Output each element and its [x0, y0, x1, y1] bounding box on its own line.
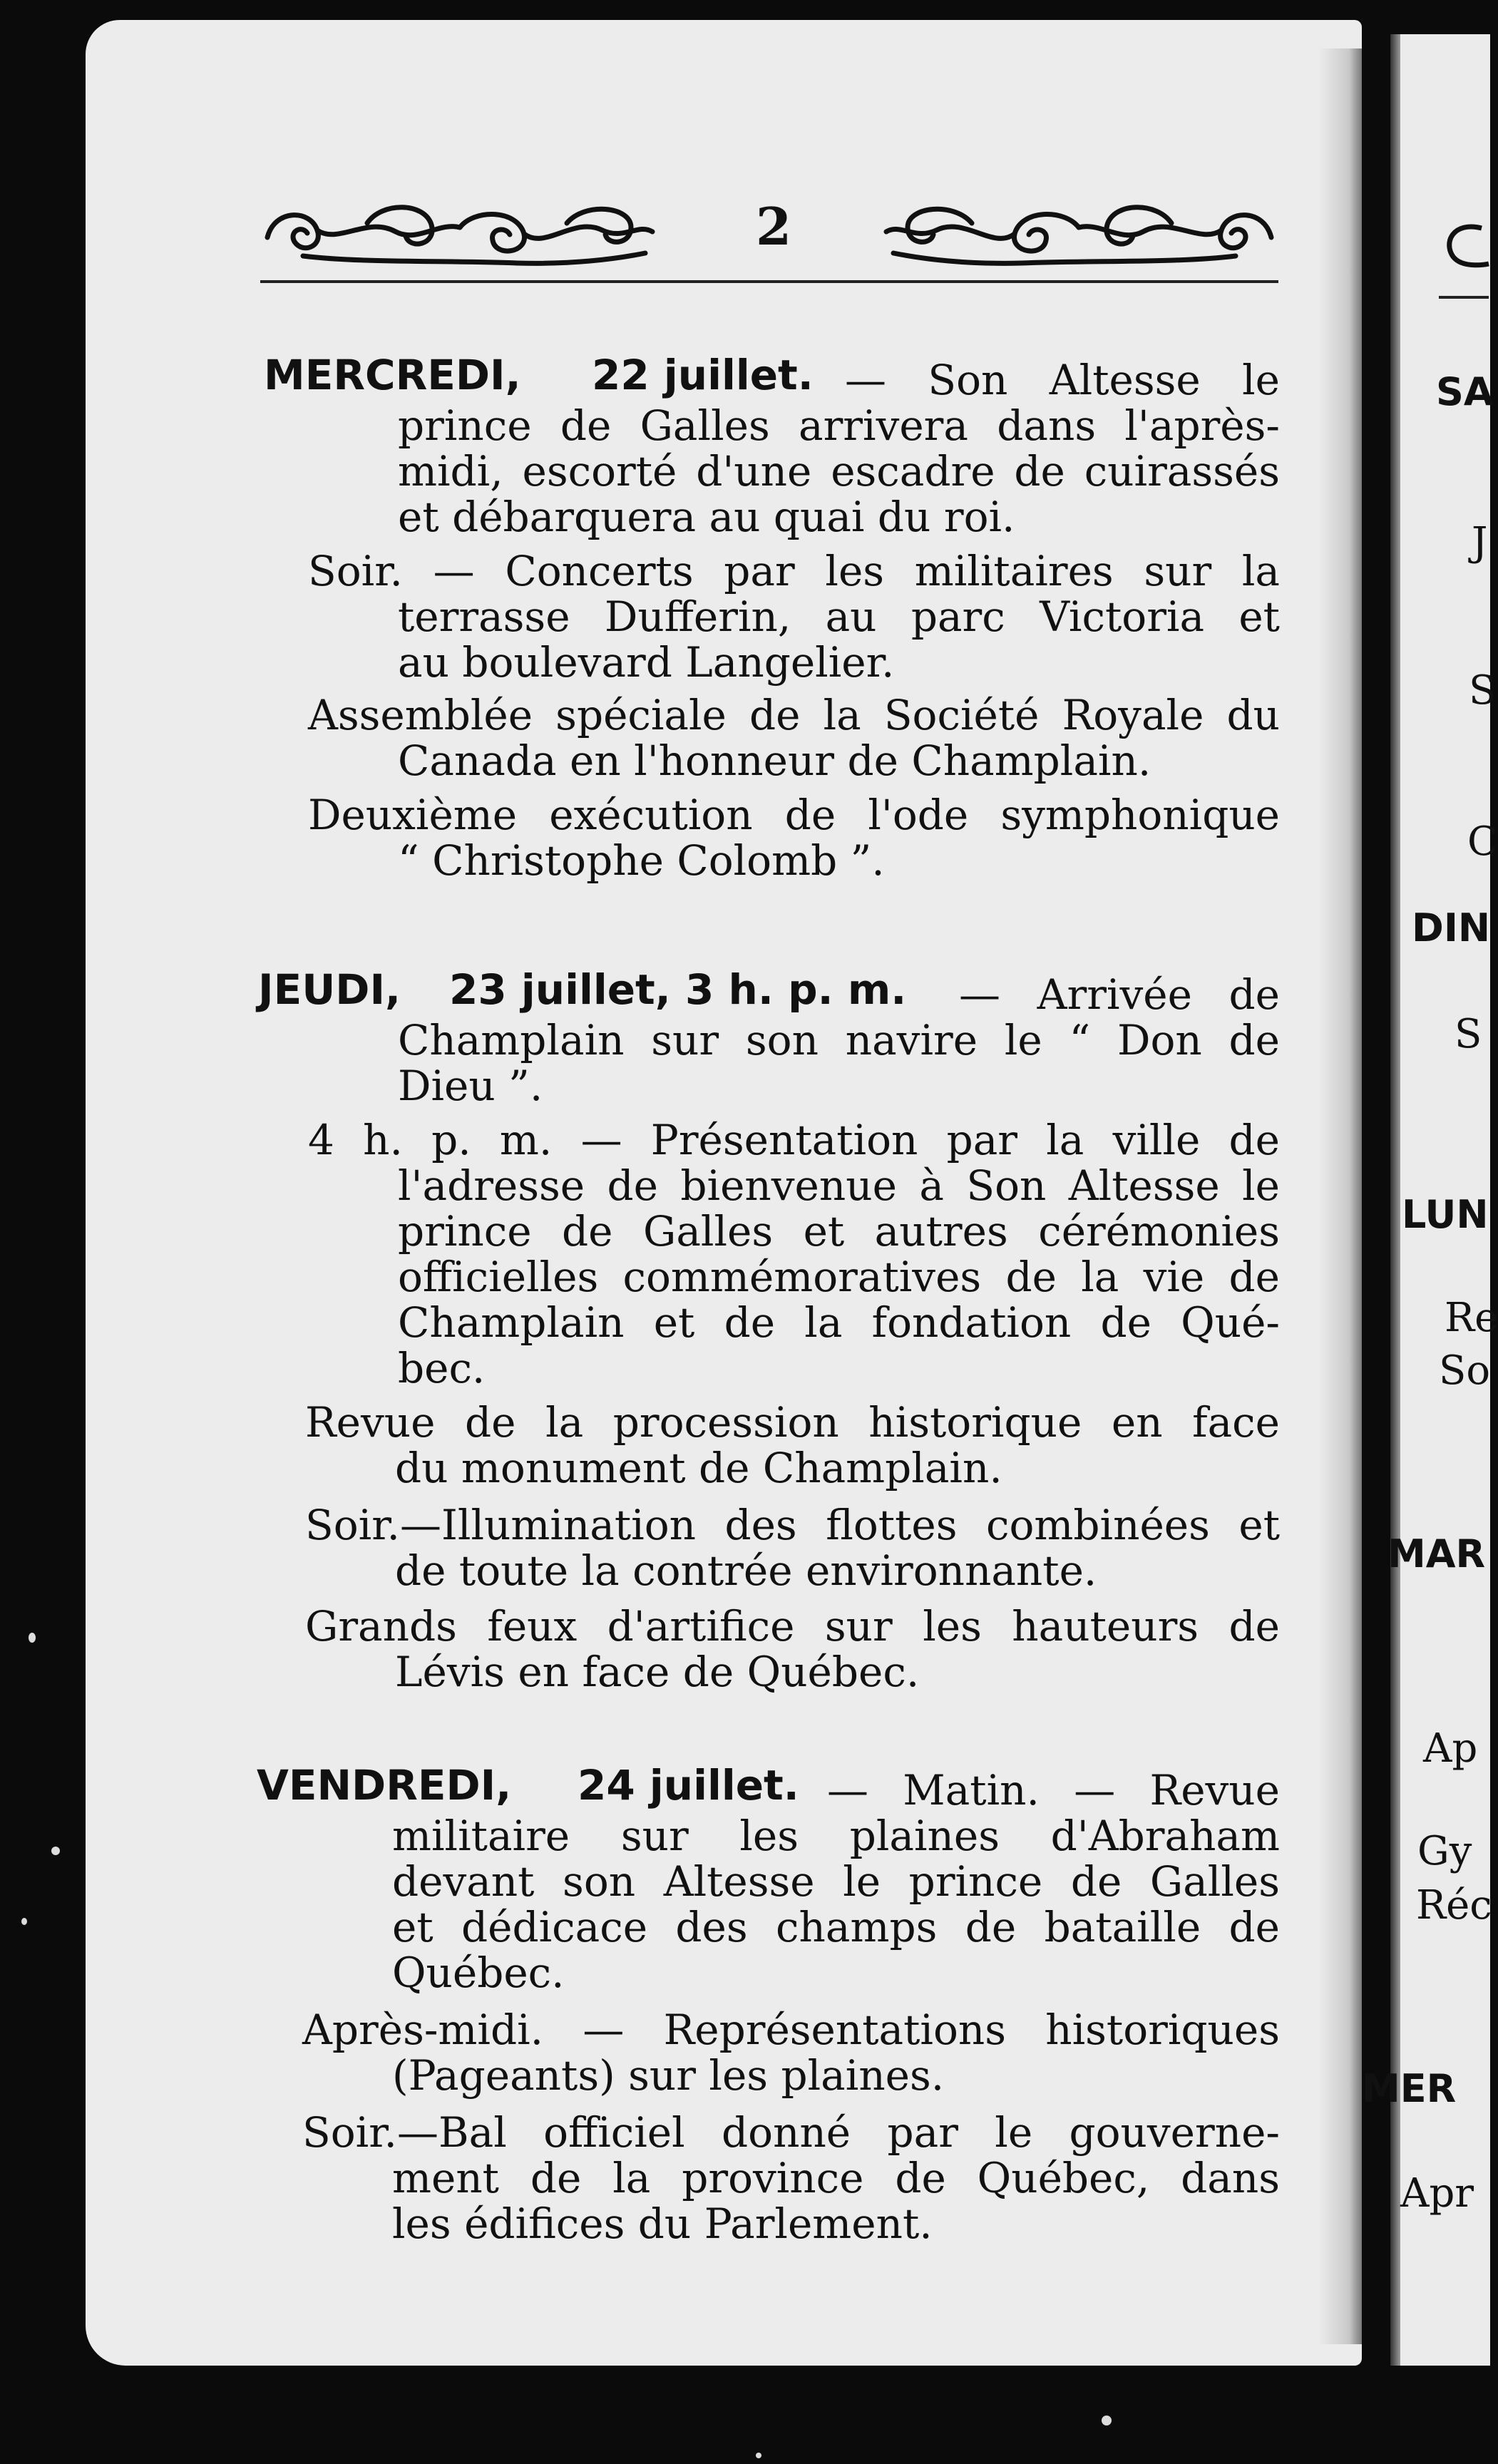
paragraph-line: Revue de la procession historique en face: [305, 1398, 1280, 1447]
dust-speck: [21, 1918, 27, 1925]
page-number: 2: [755, 196, 792, 257]
entry-line: militaire sur les plaines d'Abraham: [392, 1812, 1280, 1860]
facing-heading: MER: [1362, 2066, 1457, 2111]
paragraph-line: Soir. — Concerts par les militaires sur la: [308, 547, 1280, 595]
entry-line: Québec.: [392, 1949, 565, 1997]
facing-heading: LUN: [1402, 1192, 1489, 1237]
facing-text: Réc: [1416, 1882, 1492, 1929]
paragraph-line: terrasse Dufferin, au parc Victoria et: [398, 592, 1280, 641]
entry-date: 23 juillet, 3 h. p. m.: [449, 965, 907, 1014]
paragraph-line: Lévis en face de Québec.: [395, 1648, 920, 1696]
paragraph-line: du monument de Champlain.: [395, 1444, 1002, 1492]
facing-text: C: [1467, 818, 1498, 865]
page-gutter-shadow: [1319, 48, 1362, 2344]
facing-header-rule: [1439, 296, 1489, 299]
page-header: [260, 189, 1278, 274]
paragraph-line: l'adresse de bienvenue à Son Altesse le: [398, 1161, 1280, 1210]
paragraph-line: Assemblée spéciale de la Société Royale du: [308, 691, 1280, 739]
facing-text: So: [1439, 1348, 1491, 1394]
facing-text: Apr: [1400, 2170, 1474, 2217]
facing-ornament-icon: [1439, 214, 1489, 278]
dust-speck: [1102, 2416, 1112, 2426]
paragraph-line: Canada en l'honneur de Champlain.: [398, 736, 1151, 785]
entry-line: et dédicace des champs de bataille de: [392, 1903, 1280, 1951]
facing-text: Gy: [1417, 1828, 1472, 1874]
header-rule: [260, 280, 1278, 283]
entry-day: JEUDI,: [258, 965, 401, 1014]
book-spine: [1390, 34, 1400, 2366]
paragraph-line: (Pageants) sur les plaines.: [392, 2051, 945, 2100]
facing-heading: DIN: [1412, 905, 1491, 950]
dust-speck: [51, 1847, 60, 1855]
dust-speck: [756, 2453, 761, 2458]
entry-day: MERCREDI,: [264, 351, 521, 399]
paragraph-line: bec.: [398, 1344, 486, 1392]
paragraph-line: Deuxième exécution de l'ode symphonique: [308, 791, 1280, 839]
dust-speck: [29, 1633, 36, 1643]
entry-line: prince de Galles arrivera dans l'après-: [398, 401, 1280, 450]
paragraph-line: de toute la contrée environnante.: [395, 1546, 1097, 1595]
entry-line: — Matin. — Revue: [827, 1766, 1280, 1814]
facing-heading: SA: [1436, 369, 1494, 414]
entry-line: midi, escorté d'une escadre de cuirassés: [398, 447, 1280, 496]
facing-text: S: [1469, 667, 1497, 714]
facing-text: J: [1472, 519, 1488, 565]
entry-line: — Arrivée de: [959, 970, 1280, 1019]
paragraph-line: au boulevard Langelier.: [398, 638, 895, 687]
entry-date: 22 juillet.: [592, 351, 814, 399]
paragraph-line: officielles commémoratives de la vie de: [398, 1253, 1280, 1301]
paragraph-line: Champlain et de la fondation de Qué-: [398, 1298, 1280, 1347]
facing-text: Ap: [1423, 1725, 1478, 1772]
left-ornament-icon: [260, 195, 660, 273]
paragraph-line: les édifices du Parlement.: [392, 2199, 933, 2248]
right-ornament-icon: [879, 195, 1278, 273]
paragraph-line: prince de Galles et autres cérémonies: [398, 1207, 1280, 1256]
entry-line: Champlain sur son navire le “ Don de: [398, 1016, 1280, 1064]
facing-text: Re: [1445, 1295, 1498, 1341]
entry-date: 24 juillet.: [578, 1761, 799, 1809]
entry-day: VENDREDI,: [257, 1761, 512, 1809]
entry-line: devant son Altesse le prince de Galles: [392, 1857, 1280, 1906]
paragraph-line: “ Christophe Colomb ”.: [398, 836, 885, 885]
paragraph-line: Après-midi. — Représentations historiques: [302, 2006, 1280, 2054]
paragraph-line: 4 h. p. m. — Présentation par la ville de: [308, 1116, 1280, 1164]
entry-line: — Son Altesse le: [845, 356, 1280, 404]
paragraph-line: Soir.—Bal officiel donné par le gouverne-: [302, 2108, 1280, 2157]
paragraph-line: ment de la province de Québec, dans: [392, 2154, 1280, 2202]
facing-text: S: [1455, 1011, 1482, 1057]
paragraph-line: Soir.—Illumination des flottes combinées et: [305, 1501, 1280, 1549]
entry-line: et débarquera au quai du roi.: [398, 493, 1015, 541]
facing-heading: MAR: [1387, 1531, 1486, 1576]
entry-line: Dieu ”.: [398, 1062, 543, 1110]
paragraph-line: Grands feux d'artifice sur les hauteurs de: [305, 1602, 1280, 1651]
